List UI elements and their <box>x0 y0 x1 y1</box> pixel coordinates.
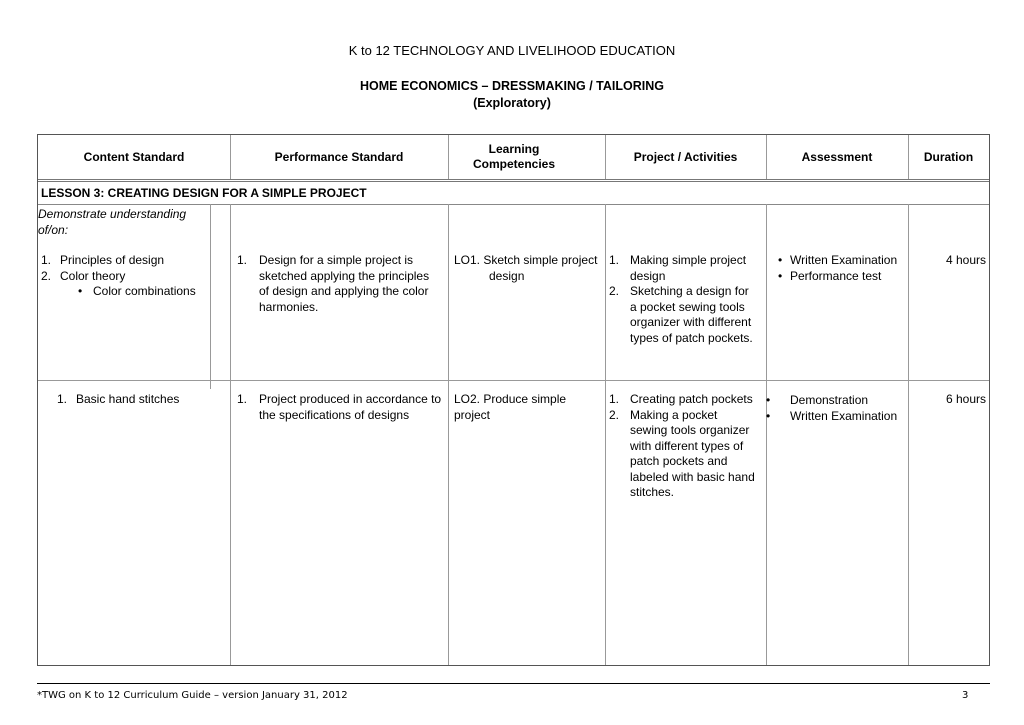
learning-competency-2: LO2. Produce simple project <box>454 392 567 422</box>
project-activities-1 <box>606 253 758 346</box>
assessment-2 <box>762 393 906 424</box>
list-item: 1. Project produced in accordance to the specifications of designs <box>237 392 442 422</box>
performance-standard-1 <box>237 253 442 315</box>
duration-2: 6 hours <box>945 392 986 406</box>
lesson-title: LESSON 3: CREATING DESIGN FOR A SIMPLE PROJECT <box>41 186 367 200</box>
list-item: 1. Creating patch pockets <box>609 392 753 406</box>
col-header-content-standard: Content Standard <box>83 149 185 164</box>
row-divider <box>38 380 989 381</box>
list-subitem: • Color combinations <box>78 284 196 298</box>
list-item: 1. Basic hand stitches <box>57 392 180 406</box>
list-item: • Demonstration <box>766 393 869 407</box>
col-header-learning-competencies: Learning Competencies <box>473 142 556 171</box>
list-item: • Performance test <box>778 268 882 283</box>
list-item: 2. Making a pocket sewing tools organizer with different types of patch pockets and labeled with basic hand stitches. <box>609 407 755 499</box>
list-item: 1. Principles of design <box>41 253 165 267</box>
list-item: • Written Examination <box>766 408 898 423</box>
page-number: 3 <box>962 690 969 701</box>
subject-title: HOME ECONOMICS – DRESSMAKING / TAILORING <box>360 79 664 93</box>
duration-1: 4 hours <box>945 253 986 267</box>
list-item: • Written Examination <box>778 253 898 267</box>
subject-type: (Exploratory) <box>473 96 551 110</box>
learning-competency-1: LO1. Sketch simple project design <box>454 253 598 283</box>
performance-standard-2 <box>237 392 442 423</box>
assessment-1 <box>766 253 906 284</box>
document-subtitle <box>0 78 1024 112</box>
project-activities-2 <box>606 392 758 501</box>
list-item: 1. Making simple project design <box>609 253 747 283</box>
content-intro: Demonstrate understanding of/on: <box>38 207 187 237</box>
list-item: 1. Design for a simple project is sketched applying the principles of design and applying the color harmonies. <box>237 253 430 314</box>
document-title: K to 12 TECHNOLOGY AND LIVELIHOOD EDUCATION <box>348 43 676 58</box>
list-item: 2. Color theory <box>41 268 126 283</box>
list-item: 2. Sketching a design for a pocket sewing tools organizer with different types of patch pockets. <box>609 284 753 345</box>
col-header-assessment: Assessment <box>801 149 873 164</box>
footer-rule <box>37 683 990 684</box>
curriculum-table <box>37 134 990 666</box>
content-standard-list-2 <box>38 392 230 408</box>
col-header-duration: Duration <box>923 149 974 164</box>
content-standard-list <box>38 253 230 300</box>
col-header-performance-standard: Performance Standard <box>274 149 404 164</box>
footer-note: *TWG on K to 12 Curriculum Guide – version January 31, 2012 <box>37 690 348 701</box>
col-header-project-activities: Project / Activities <box>633 149 738 164</box>
